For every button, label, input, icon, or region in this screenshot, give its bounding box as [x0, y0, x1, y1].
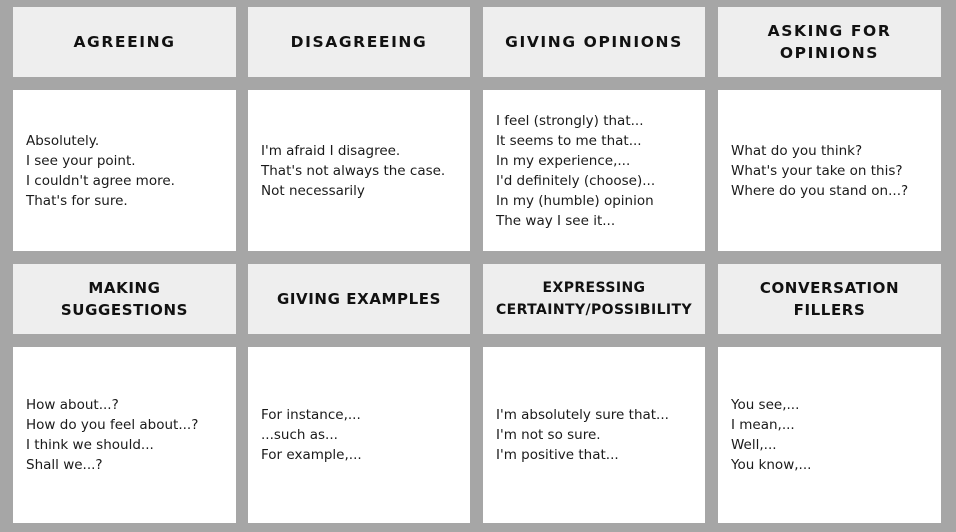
phrase: I think we should... [26, 437, 154, 453]
phrase: That's for sure. [26, 192, 128, 209]
phrase: Well,... [731, 437, 777, 453]
card-title: AGREEING [73, 33, 176, 51]
phrase: I'd definitely (choose)... [496, 172, 656, 189]
phrase: What's your take on this? [731, 162, 903, 179]
phrase: I'm not so sure. [496, 427, 601, 443]
card-body-asking-for-opinions [718, 90, 941, 251]
phrase: You see,... [731, 397, 800, 413]
card-header-expressing-certainty [483, 264, 705, 334]
phrase: What do you think? [731, 142, 863, 159]
phrase: How do you feel about...? [26, 417, 199, 433]
phrase: Not necessarily [261, 182, 365, 199]
card-body-conversation-fillers [718, 347, 941, 523]
phrase: ...such as... [261, 427, 338, 443]
card-body-making-suggestions [13, 347, 236, 523]
phrase: Shall we...? [26, 457, 103, 473]
phrase: It seems to me that... [496, 132, 642, 149]
phrase: How about...? [26, 397, 119, 413]
phrase: I'm afraid I disagree. [261, 142, 401, 159]
phrase: I'm absolutely sure that... [496, 407, 669, 423]
phrase: For instance,... [261, 407, 361, 423]
card-header-making-suggestions [13, 264, 236, 334]
card-title-line: OPINIONS [779, 44, 880, 62]
phrase: You know,... [731, 457, 812, 473]
phrase: I'm positive that... [496, 447, 619, 463]
card-title-line: CERTAINTY/POSSIBILITY [495, 302, 693, 318]
card-title: GIVING OPINIONS [505, 33, 683, 51]
card-header-giving-opinions [483, 7, 705, 77]
card-title: GIVING EXAMPLES [276, 290, 442, 308]
card-body-disagreeing [248, 90, 470, 251]
card-title-line: CONVERSATION [759, 279, 900, 297]
card-title-line: FILLERS [793, 301, 866, 319]
card-header-conversation-fillers [718, 264, 941, 334]
card-header-giving-examples [248, 264, 470, 334]
card-body-agreeing [13, 90, 236, 251]
card-header-asking-for-opinions [718, 7, 941, 77]
phrase: I see your point. [26, 152, 136, 169]
card-body-expressing-certainty [483, 347, 705, 523]
phrase: For example,... [261, 447, 362, 463]
phrase: Where do you stand on...? [731, 182, 909, 199]
card-body-giving-examples [248, 347, 470, 523]
card-title-line: EXPRESSING [542, 280, 646, 296]
phrase: The way I see it... [496, 212, 616, 229]
phrase: Absolutely. [26, 132, 100, 149]
phrase: I mean,... [731, 417, 795, 433]
card-title: DISAGREEING [290, 33, 428, 51]
card-header-disagreeing [248, 7, 470, 77]
phrase: That's not always the case. [261, 162, 446, 179]
card-body-giving-opinions [483, 90, 705, 251]
card-header-agreeing [13, 7, 236, 77]
card-title-line: MAKING [88, 279, 161, 297]
card-title-line: SUGGESTIONS [60, 301, 189, 319]
phrase: I couldn't agree more. [26, 172, 175, 189]
card-title-line: ASKING FOR [767, 22, 892, 40]
phrase: In my experience,... [496, 152, 631, 169]
phrase: In my (humble) opinion [496, 192, 654, 209]
phrase: I feel (strongly) that... [496, 112, 644, 129]
